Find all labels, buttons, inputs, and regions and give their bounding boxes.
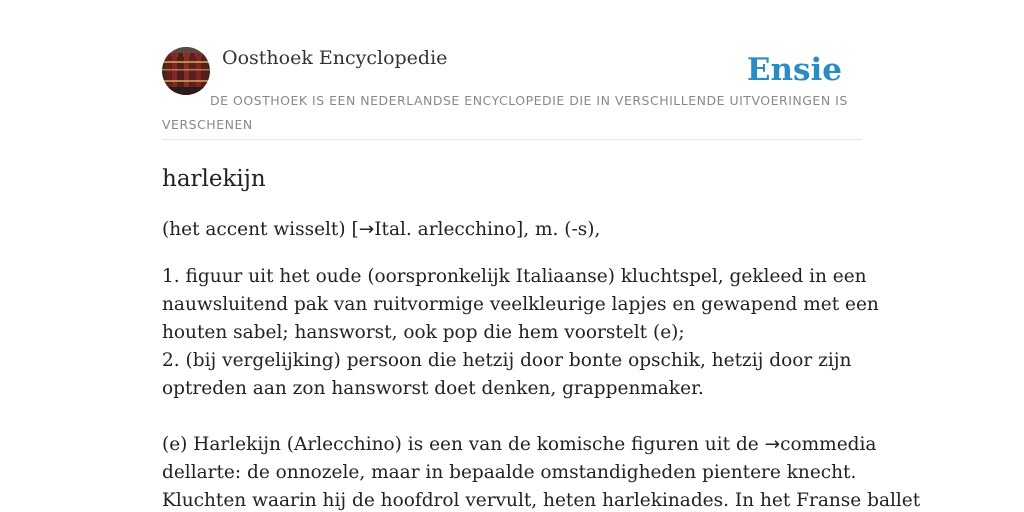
note-line: Kluchten waarin hij de hoofdrol vervult, heten harlekinades. In het Franse ballet xyxy=(162,490,921,511)
xref-link-commedia[interactable] xyxy=(765,434,877,455)
books-icon xyxy=(162,47,210,95)
xref-link-label: Ital. xyxy=(374,219,412,240)
entry-definition xyxy=(162,263,921,512)
intro-text-after: arlecchino], m. (-s), xyxy=(411,219,601,240)
page-container xyxy=(162,0,921,511)
intro-text-before: (het accent wisselt) [ xyxy=(162,219,359,240)
xref-link-label: commedia xyxy=(780,434,877,455)
arrow-right-icon: → xyxy=(764,434,781,455)
site-tagline: DE OOSTHOEK IS EEN NEDERLANDSE ENCYCLOPEDIE DIE IN VERSCHILLENDE UITVOERINGEN IS VERSCHENEN xyxy=(162,93,848,132)
site-header xyxy=(162,0,862,140)
note-line: dellarte: de onnozele, maar in bepaalde omstandigheden pientere knecht. xyxy=(162,462,857,483)
note-text: (e) Harlekijn (Arlecchino) is een van de komische figuren uit de xyxy=(162,434,765,455)
note-line xyxy=(162,431,877,459)
xref-link-ital[interactable] xyxy=(359,219,412,240)
arrow-right-icon: → xyxy=(358,219,375,240)
definition-line: nauwsluitend pak van ruitvormige veelkleurige lapjes en gewapend met een xyxy=(162,294,879,315)
definition-line: houten sabel; hansworst, ook pop die hem voorstelt (e); xyxy=(162,322,685,343)
ensie-brand-logo[interactable]: Ensie xyxy=(746,52,842,88)
definition-line: optreden aan zon hansworst doet denken, grappenmaker. xyxy=(162,378,704,399)
site-title[interactable]: Oosthoek Encyclopedie xyxy=(222,47,448,69)
entry-intro xyxy=(162,216,600,244)
paragraph-gap xyxy=(162,403,862,431)
article-title: harlekijn xyxy=(162,166,266,192)
definition-line: 1. figuur uit het oude (oorspronkelijk Italiaanse) kluchtspel, gekleed in een xyxy=(162,266,867,287)
definition-line: 2. (bij vergelijking) persoon die hetzij door bonte opschik, hetzij door zijn xyxy=(162,350,852,371)
encyclopedia-books-logo[interactable] xyxy=(162,47,210,95)
